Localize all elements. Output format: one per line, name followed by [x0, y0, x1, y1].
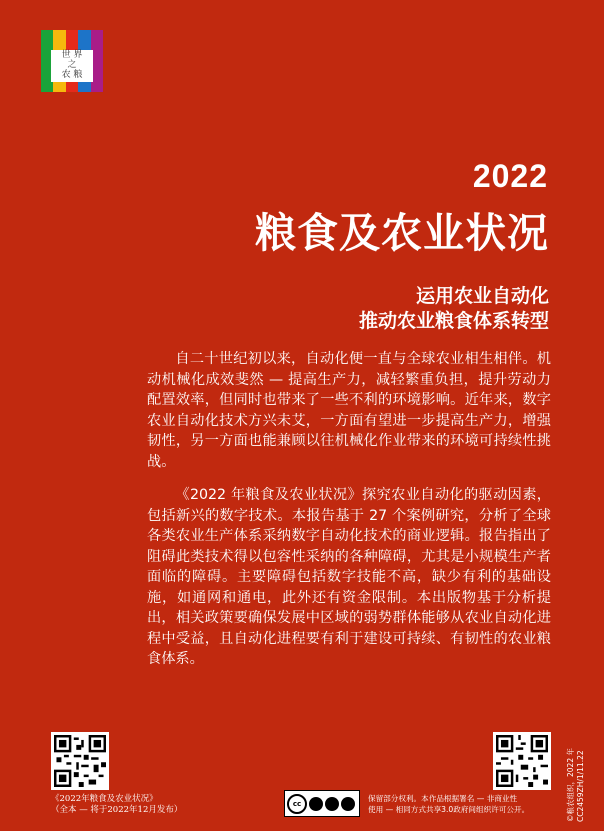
caption-line: （全本 — 将于2022年12月发布）: [51, 805, 183, 815]
caption-line: 《2022年粮食及农业状况》: [51, 794, 158, 804]
paragraph: 《2022 年粮食及农业状况》探究农业自动化的驱动因素，包括新兴的数字技术。本报告基于 27 个案例研究，分析了全球各类农业生产体系采纳数字自动化技术的商业逻辑。报告指出了阻碍此类技术得以包容性采纳的各种障碍，尤其是小规模生产者面临的障碍。主要障碍包括数字技能不高，缺少有利的基础设施，如通网和通电，此外还有资金限制。本出版物基于分析提出，相关政策要确保发展中区域的弱势群体能够从农业自动化进程中受益，且自动化进程要有利于建设可持续、有韧性的农业粮食体系。: [147, 487, 551, 667]
copyright-line: ©粮农组织，2022 年: [566, 748, 575, 822]
subtitle-line: 推动农业粮食体系转型: [358, 310, 549, 332]
noncommercial-icon: [325, 797, 339, 811]
paragraph: 自二十世纪初以来，自动化便一直与全球农业相生相伴。机动机械化成效斐然 — 提高生产力，减轻繁重负担，提升劳动力配置效率，但同时也带来了一些不利的环境影响。近年来，数字农业自动化技术方兴未艾，一方面有望进一步提高生产力，增强韧性，另一方面也能兼顾以往机械化作业带来的环境可持续性挑战。: [147, 351, 551, 470]
report-title: 粮食及农业状况: [255, 209, 549, 257]
report-subtitle: [359, 284, 549, 334]
license-line: 使用 — 相同方式共享3.0政府间组织许可公开。: [368, 805, 530, 814]
attribution-icon: [309, 797, 323, 811]
job-number: CC2459ZH/1/11.22: [576, 750, 585, 822]
qr-code-right[interactable]: [493, 732, 551, 790]
logo-line: 农 粮: [61, 70, 83, 80]
license-line: 保留部分权利。本作品根据署名 — 非商业性: [368, 794, 518, 803]
qr-code-icon: [54, 735, 106, 787]
body-text: [147, 349, 551, 670]
license-text: [368, 793, 588, 815]
qr-code-left[interactable]: [51, 732, 109, 790]
logo-line: 之: [67, 60, 77, 70]
logo-line: 世 界: [61, 50, 83, 60]
creative-commons-icon: cc: [287, 794, 307, 814]
logo-text-box: [51, 50, 93, 82]
cc-license-badge[interactable]: [284, 790, 360, 817]
subtitle-line: 运用农业自动化: [415, 285, 549, 307]
job-code: [566, 732, 596, 822]
fao-logo: [41, 30, 103, 92]
qr-code-icon: [496, 735, 548, 787]
sharealike-icon: [341, 797, 355, 811]
report-year: 2022: [472, 158, 548, 194]
publication-caption: [51, 794, 182, 816]
